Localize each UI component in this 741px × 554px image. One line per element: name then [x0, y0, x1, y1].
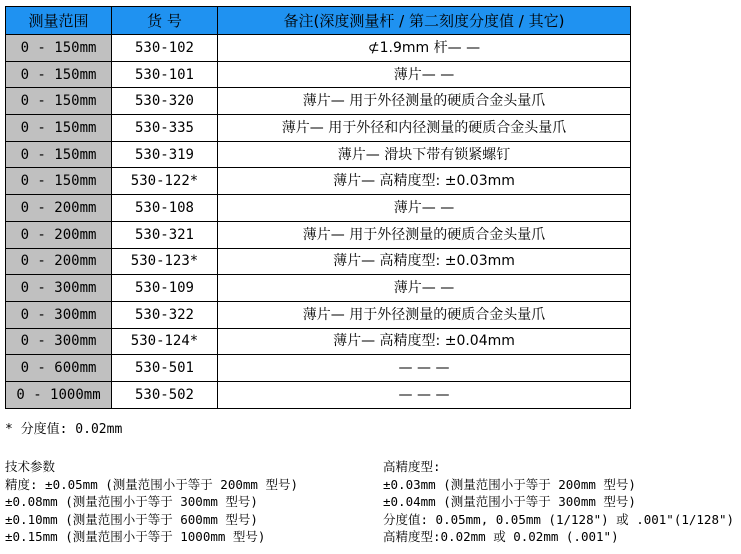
part-number-cell: 530-108 — [112, 195, 218, 222]
table-body — [6, 35, 631, 409]
spec-table — [5, 6, 631, 409]
range-cell: 0 - 150mm — [6, 115, 112, 142]
table-row — [6, 221, 631, 248]
remark-cell: ⊄1.9mm 杆— — — [218, 35, 631, 62]
table-row — [6, 195, 631, 222]
range-cell: 0 - 150mm — [6, 61, 112, 88]
remark-cell: 薄片— 用于外径和内径测量的硬质合金头量爪 — [218, 115, 631, 142]
range-cell: 0 - 300mm — [6, 301, 112, 328]
remark-cell: 薄片— 高精度型: ±0.03mm — [218, 168, 631, 195]
table-row — [6, 301, 631, 328]
remark-cell: 薄片— 高精度型: ±0.03mm — [218, 248, 631, 275]
header-row — [6, 7, 631, 35]
range-cell: 0 - 300mm — [6, 328, 112, 355]
remark-cell: 薄片— 滑块下带有锁紧螺钉 — [218, 141, 631, 168]
range-cell: 0 - 150mm — [6, 88, 112, 115]
table-row — [6, 115, 631, 142]
range-cell: 0 - 1000mm — [6, 381, 112, 408]
table-row — [6, 248, 631, 275]
range-cell: 0 - 200mm — [6, 248, 112, 275]
part-number-cell: 530-335 — [112, 115, 218, 142]
high-precision-specs — [383, 458, 734, 546]
range-cell: 0 - 300mm — [6, 275, 112, 302]
spec-line: ±0.15mm (测量范围小于等于 1000mm 型号) — [5, 529, 266, 544]
high-precision-title: 高精度型: — [383, 459, 441, 474]
spec-line: 精度: ±0.05mm (测量范围小于等于 200mm 型号) — [5, 476, 298, 492]
spec-line: ±0.08mm (测量范围小于等于 300mm 型号) — [5, 494, 258, 509]
table-row — [6, 381, 631, 408]
part-number-cell: 530-501 — [112, 355, 218, 382]
remark-cell: — — — — [218, 381, 631, 408]
part-number-cell: 530-122* — [112, 168, 218, 195]
part-number-cell: 530-322 — [112, 301, 218, 328]
table-row — [6, 61, 631, 88]
table-row — [6, 168, 631, 195]
range-cell: 0 - 150mm — [6, 35, 112, 62]
part-number-cell: 530-321 — [112, 221, 218, 248]
part-number-cell: 530-502 — [112, 381, 218, 408]
tech-specs-title: 技术参数 — [5, 459, 56, 474]
spec-line: ±0.10mm (测量范围小于等于 600mm 型号) — [5, 511, 258, 527]
part-number-cell: 530-102 — [112, 35, 218, 62]
spec-line: ±0.03mm (测量范围小于等于 200mm 型号) — [383, 476, 636, 492]
header-remark: 备注(深度测量杆 / 第二刻度分度值 / 其它) — [218, 7, 631, 35]
range-cell: 0 - 600mm — [6, 355, 112, 382]
remark-cell: 薄片— — — [218, 275, 631, 302]
range-cell: 0 - 200mm — [6, 221, 112, 248]
table-row — [6, 355, 631, 382]
remark-cell: 薄片— 高精度型: ±0.04mm — [218, 328, 631, 355]
spec-line: 高精度型:0.02mm 或 0.02mm (.001") — [383, 529, 619, 544]
remark-cell: 薄片— 用于外径测量的硬质合金头量爪 — [218, 88, 631, 115]
table-row — [6, 141, 631, 168]
range-cell: 0 - 150mm — [6, 141, 112, 168]
tech-specs — [5, 458, 298, 546]
header-part: 货 号 — [112, 7, 218, 35]
part-number-cell: 530-109 — [112, 275, 218, 302]
table-row — [6, 328, 631, 355]
spec-line: 分度值: 0.05mm, 0.05mm (1/128") 或 .001"(1/128") — [383, 511, 735, 527]
remark-cell: 薄片— — — [218, 195, 631, 222]
header-range: 测量范围 — [6, 7, 112, 35]
part-number-cell: 530-319 — [112, 141, 218, 168]
spec-line: ±0.04mm (测量范围小于等于 300mm 型号) — [383, 494, 636, 509]
remark-cell: 薄片— — — [218, 61, 631, 88]
table-row — [6, 88, 631, 115]
remark-cell: 薄片— 用于外径测量的硬质合金头量爪 — [218, 301, 631, 328]
range-cell: 0 - 150mm — [6, 168, 112, 195]
footnote: * 分度值: 0.02mm — [5, 422, 123, 437]
remark-cell: — — — — [218, 355, 631, 382]
part-number-cell: 530-101 — [112, 61, 218, 88]
table-row — [6, 275, 631, 302]
range-cell: 0 - 200mm — [6, 195, 112, 222]
remark-cell: 薄片— 用于外径测量的硬质合金头量爪 — [218, 221, 631, 248]
part-number-cell: 530-124* — [112, 328, 218, 355]
part-number-cell: 530-123* — [112, 248, 218, 275]
part-number-cell: 530-320 — [112, 88, 218, 115]
table-row — [6, 35, 631, 62]
